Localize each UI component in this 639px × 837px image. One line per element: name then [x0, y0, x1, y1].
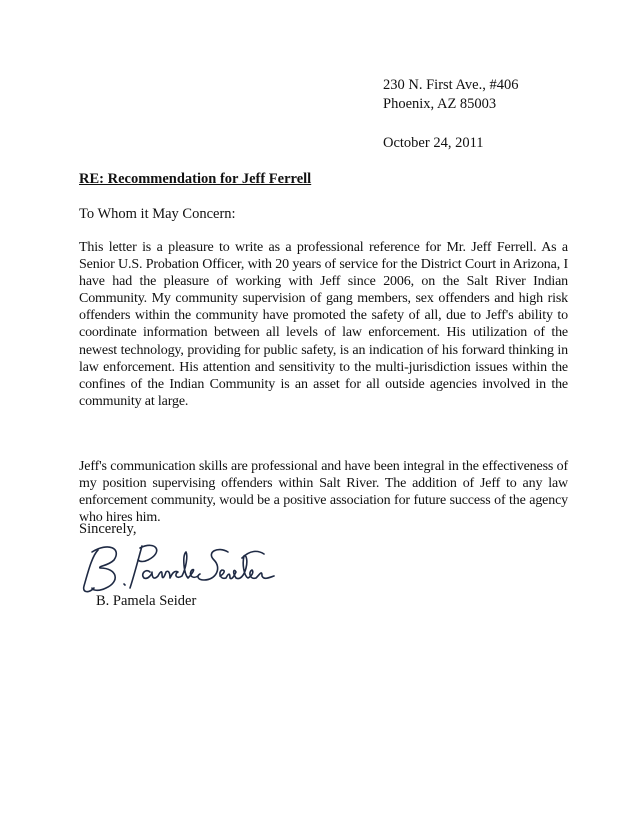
- subject-line: RE: Recommendation for Jeff Ferrell: [79, 171, 312, 187]
- signature-text: B. Pamela Seider: [78, 538, 85, 539]
- address-line-1: 230 N. First Ave., #406: [383, 77, 519, 93]
- signer-name: B. Pamela Seider: [96, 593, 197, 609]
- salutation: To Whom it May Concern:: [79, 206, 236, 222]
- closing: Sincerely,: [79, 521, 137, 537]
- body-paragraph-1: This letter is a pleasure to write as a professional reference for Mr. Jeff Ferrell. As a Senior U.S. Probation Officer, with 20 years of service for the District Court in Arizona, I have had the pleasure of working with Jeff since 2006, on the Salt River Indian Community. My community supervision of gang members, sex offenders and high risk offenders within the community have promoted the safety of all, due to Jeff's ability to coordinate information between all levels of law enforcement. His utilization of the newest technology, providing for public safety, is an indication of his forward thinking in law enforcement. His attention and sensitivity to the multi-jurisdiction issues within the confines of the Indian Community is an asset for all outside agencies involved in the community at large.: [79, 240, 568, 409]
- letter-date: October 24, 2011: [383, 135, 484, 151]
- sender-address: [383, 76, 518, 114]
- body-paragraph-2: Jeff's communication skills are professional and have been integral in the effectiveness of my position supervising offenders within Salt River. The addition of Jeff to any law enforcement community, would be a positive association for future success of the agency who hires him.: [79, 459, 568, 526]
- handwritten-signature: [78, 538, 288, 600]
- address-line-2: Phoenix, AZ 85003: [383, 96, 497, 112]
